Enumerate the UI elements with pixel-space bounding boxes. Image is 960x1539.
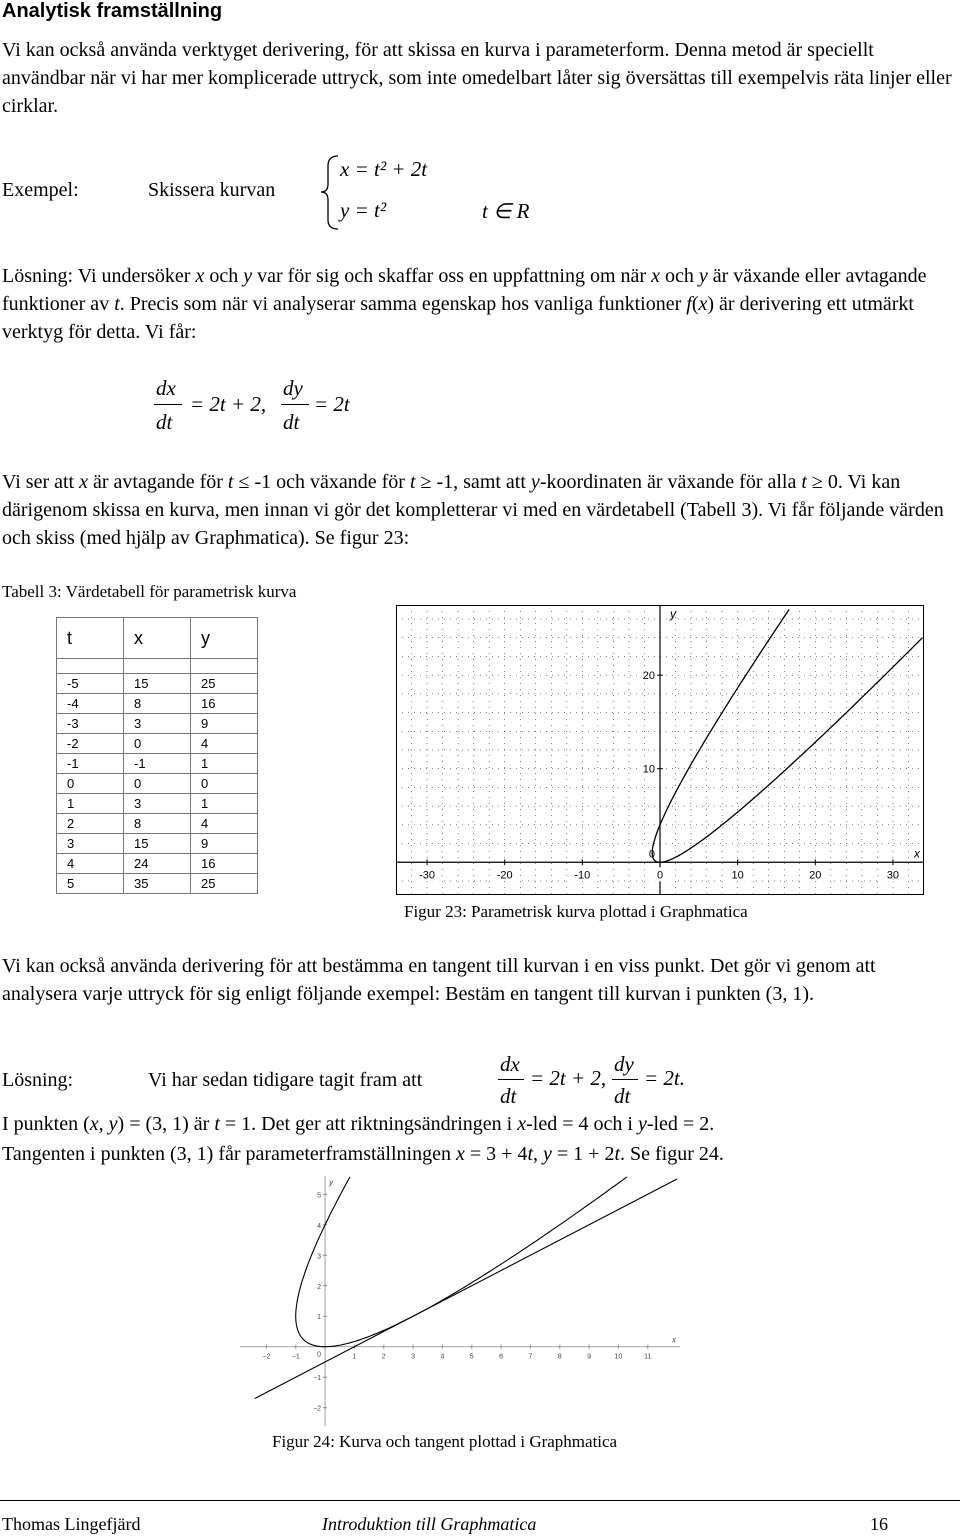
table-cell: 4: [57, 854, 124, 874]
x-tick-label: 11: [644, 1353, 652, 1361]
figure-23-graph: [396, 605, 924, 895]
x-tick-label: 0: [656, 869, 664, 882]
x-tick-label: 4: [440, 1353, 445, 1361]
table-row: [57, 674, 258, 694]
equation-y: y = t²: [340, 198, 387, 222]
table-cell: 0: [191, 774, 258, 794]
table-cell: 4: [191, 814, 258, 834]
x-tick-label: 2: [381, 1353, 386, 1361]
table-cell: -1: [57, 754, 124, 774]
deriv-dx-numerator: dx: [156, 376, 176, 400]
x-tick-label: 1: [352, 1353, 357, 1361]
table-row: [57, 854, 258, 874]
figure-23-caption: Figur 23: Parametrisk kurva plottad i Graphmatica: [404, 902, 748, 921]
table-cell: 0: [124, 774, 191, 794]
table-cell: 1: [57, 794, 124, 814]
table-cell: 8: [124, 694, 191, 714]
table-row: [57, 694, 258, 714]
deriv-y-rhs: = 2t: [314, 392, 350, 416]
point-paragraph: I punkten (x, y) = (3, 1) är t = 1. Det ger att riktningsändringen i x-led = 4 och i y-led = 2.: [2, 1113, 715, 1135]
deriv-dt-denominator: dt: [614, 1084, 631, 1108]
deriv-dt-denominator: dt: [283, 410, 300, 434]
table-cell: 8: [124, 814, 191, 834]
solution-2-label: Lösning:: [2, 1069, 74, 1091]
curly-brace-icon: [318, 152, 342, 232]
y-axis-label: y: [329, 1178, 334, 1187]
fraction-bar: [281, 404, 309, 405]
x-tick-label: 10: [614, 1353, 623, 1361]
y-tick-label: −1: [313, 1375, 322, 1383]
table-cell: -3: [57, 714, 124, 734]
table-cell: -2: [57, 734, 124, 754]
table-row: [57, 774, 258, 794]
deriv-dt-denominator: dt: [156, 410, 173, 434]
y-tick-label: 20: [642, 670, 655, 683]
analysis-paragraph: Vi ser att x är avtagande för t ≤ -1 och växande för t ≥ -1, samt att y-koordinaten är växande för alla t ≥ 0. Vi kan därigenom skissa en kurva, men innan vi gör det kompletterar vi med en värdetabell (Tabell 3). Vi får följande värden och skiss (med hjälp av Graphmatica). Se figur 23:: [2, 471, 944, 549]
equation-x: x = t² + 2t: [340, 157, 428, 181]
figure-24-graph: [240, 1176, 680, 1426]
x-tick-label: 3: [411, 1353, 416, 1361]
example-label: Exempel:: [2, 179, 79, 201]
y-tick-label: 2: [317, 1283, 322, 1291]
x-tick-label: 10: [731, 869, 744, 882]
tangent-intro-paragraph: Vi kan också använda derivering för att bestämma en tangent till kurvan i en viss punkt. Det gör vi genom att analysera varje uttryck för sig enligt följande exempel: Bestäm en tangent till kurvan i punkten (3, 1).: [2, 955, 876, 1005]
table-cell: 16: [191, 694, 258, 714]
table-cell: 1: [191, 794, 258, 814]
intro-paragraph: Vi kan också använda verktyget derivering, för att skissa en kurva i parameterform. Denna metod är speciellt användbar när vi har mer komplicerade uttryck, som inte omedelbart låter sig översättas till exempelvis räta linjer eller cirklar.: [2, 39, 952, 117]
solution-paragraph-1: Lösning: Vi undersöker x och y var för sig och skaffar oss en uppfattning om när x och y är växande eller avtagande funktioner av t. Precis som när vi analyserar samma egenskap hos vanliga funktioner f(x) är derivering ett utmärkt verktyg för detta. Vi får:: [2, 265, 927, 343]
solution-2-text: Vi har sedan tidigare tagit fram att: [148, 1069, 423, 1091]
deriv-dy-numerator: dy: [283, 376, 303, 400]
table-cell: 25: [191, 674, 258, 694]
value-table: [56, 617, 258, 894]
x-tick-label: −1: [291, 1353, 300, 1361]
y-tick-label: 0: [317, 1351, 322, 1359]
fraction-bar: [498, 1079, 524, 1080]
y-tick-label: 10: [642, 763, 655, 776]
x-axis-label: x: [914, 846, 920, 861]
table-row: [57, 794, 258, 814]
table-caption: Tabell 3: Värdetabell för parametrisk kurva: [2, 582, 297, 601]
deriv-dx-numerator: dx: [500, 1052, 520, 1076]
x-tick-label: 8: [557, 1353, 562, 1361]
y-tick-label: −2: [313, 1405, 322, 1413]
deriv-dt-denominator: dt: [500, 1084, 517, 1108]
table-cell: 25: [191, 874, 258, 894]
x-tick-label: −2: [262, 1353, 271, 1361]
tangent-paragraph: Tangenten i punkten (3, 1) får parameterframställningen x = 3 + 4t, y = 1 + 2t. Se figur 24.: [2, 1143, 724, 1165]
table-cell: -4: [57, 694, 124, 714]
x-tick-label: -20: [496, 869, 513, 882]
equation-domain: t ∈ R: [482, 199, 530, 223]
table-cell: 0: [124, 734, 191, 754]
fraction-bar: [612, 1079, 638, 1080]
table-cell: 3: [57, 834, 124, 854]
table-cell: 3: [124, 714, 191, 734]
deriv-y-rhs: = 2t.: [644, 1066, 686, 1090]
y-axis-label: y: [670, 607, 676, 621]
table-cell: 0: [57, 774, 124, 794]
table-cell: 3: [124, 794, 191, 814]
x-tick-label: 7: [528, 1353, 533, 1361]
y-tick-label: 1: [317, 1314, 322, 1322]
x-tick-label: 5: [469, 1353, 474, 1361]
table-cell: 16: [191, 854, 258, 874]
y-tick-label: 4: [317, 1222, 322, 1230]
figure-24-caption: Figur 24: Kurva och tangent plottad i Graphmatica: [272, 1432, 618, 1451]
x-tick-label: 6: [499, 1353, 504, 1361]
table-cell: 9: [191, 834, 258, 854]
table-cell: 5: [57, 874, 124, 894]
table-cell: 4: [191, 734, 258, 754]
table-cell: 35: [124, 874, 191, 894]
table-row: [57, 734, 258, 754]
table-row: [57, 754, 258, 774]
x-tick-label: -30: [419, 869, 436, 882]
table-cell: 24: [124, 854, 191, 874]
table-cell: 1: [191, 754, 258, 774]
y-tick-label: 5: [317, 1192, 322, 1200]
parametric-curve: [296, 1177, 627, 1347]
table-row: [57, 834, 258, 854]
table-cell: 9: [191, 714, 258, 734]
example-text: Skissera kurvan: [148, 179, 276, 201]
y-tick-label: 3: [317, 1253, 322, 1261]
table-header-cell: y: [191, 618, 258, 659]
footer-author: Thomas Lingefjärd: [2, 1514, 141, 1534]
footer-title: Introduktion till Graphmatica: [322, 1514, 537, 1534]
footer-rule: [0, 1500, 960, 1501]
x-tick-label: 9: [587, 1353, 592, 1361]
x-tick-label: -10: [574, 869, 591, 882]
x-tick-label: 20: [809, 869, 822, 882]
deriv-x-rhs: = 2t + 2,: [190, 392, 267, 416]
table-row: [57, 874, 258, 894]
table-cell: 15: [124, 834, 191, 854]
table-cell: 2: [57, 814, 124, 834]
x-tick-label: 30: [886, 869, 900, 882]
table-header-cell: t: [57, 618, 124, 659]
table-cell: 15: [124, 674, 191, 694]
table-row: [57, 714, 258, 734]
fraction-bar: [154, 404, 182, 405]
footer-page-number: 16: [870, 1514, 888, 1534]
table-row: [57, 814, 258, 834]
deriv-dy-numerator: dy: [614, 1052, 634, 1076]
deriv-x-rhs: = 2t + 2,: [530, 1066, 607, 1090]
table-cell: -1: [124, 754, 191, 774]
table-header-cell: x: [124, 618, 191, 659]
y-tick-label: 0: [648, 848, 655, 861]
x-axis-label: x: [672, 1335, 676, 1345]
section-heading: Analytisk framställning: [2, 0, 223, 22]
table-cell: -5: [57, 674, 124, 694]
